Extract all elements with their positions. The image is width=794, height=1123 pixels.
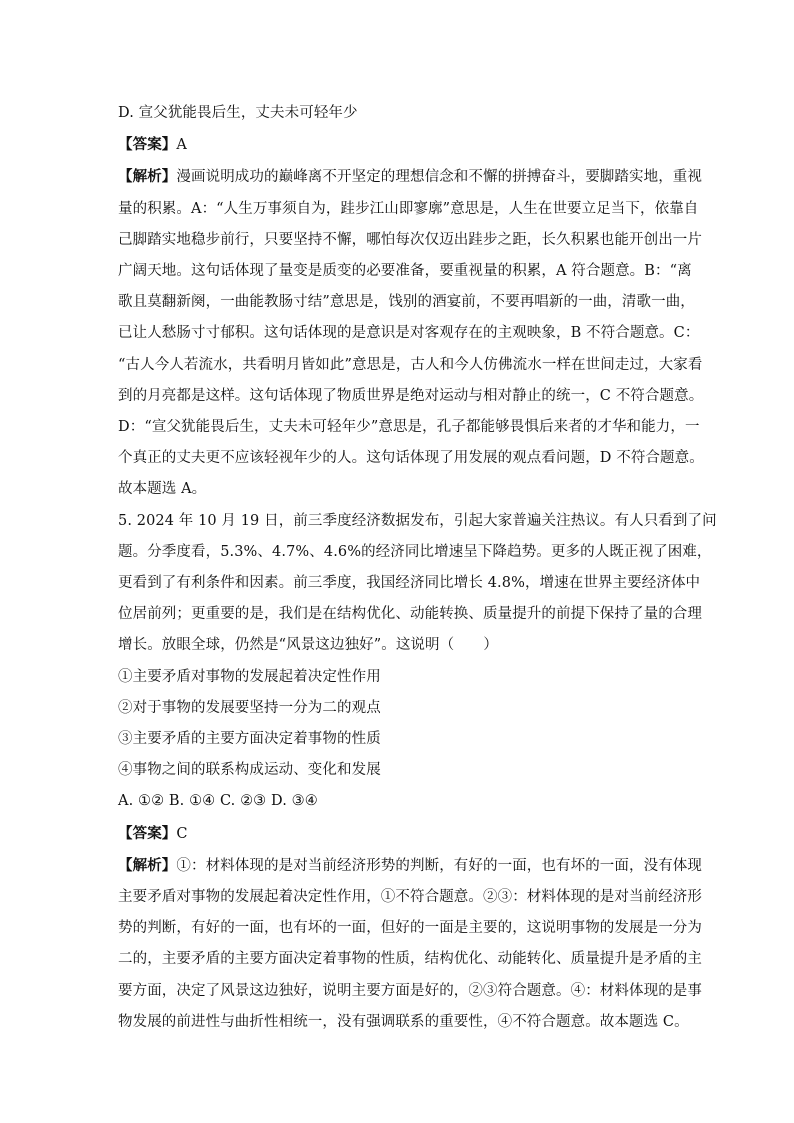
answer-label: 【答案】 (118, 136, 177, 154)
analysis-label: 【解析】 (118, 856, 177, 874)
analysis-line: 歌且莫翻新阕，一曲能教肠寸结”意思是，饯别的酒宴前，不要再唱新的一曲，清歌一曲， (118, 294, 695, 311)
analysis-line: 到的月亮都是这样。这句话体现了物质世界是绝对运动与相对静止的统一，C 不符合题意。 (118, 387, 704, 404)
document-page (118, 98, 717, 1038)
analysis-line: 故本题选 A。 (118, 481, 207, 498)
option-item: ②对于事物的发展要坚持一分为二的观点 (118, 699, 381, 716)
q5-answer (118, 818, 684, 850)
analysis-line: 个真正的丈夫更不应该轻视年少的人。这句话体现了用发展的观点看问题，D 不符合题意。 (118, 450, 704, 467)
answer-label: 【答案】 (118, 824, 177, 842)
analysis-line: D：“宣父犹能畏后生，丈夫未可轻年少”意思是，孔子都能够畏惧后来者的才华和能力，一 (118, 419, 700, 436)
question-line: 题。分季度看，5.3%、4.7%、4.6%的经济同比增速呈下降趋势。更多的人既正视了困难， (118, 543, 712, 560)
option-item: ③主要矛盾的主要方面决定着事物的性质 (118, 731, 381, 748)
analysis-line: 要方面，决定了风景这边独好，说明主要方面是好的，②③符合题意。④：材料体现的是事 (118, 982, 702, 999)
q5-choices: A. ①② B. ①④ C. ②③ D. ③④ (118, 793, 318, 810)
question-line: 位居前列；更重要的是，我们是在结构优化、动能转换、质量提升的前提下保持了量的合理 (118, 606, 702, 623)
q5-analysis (118, 850, 703, 1038)
analysis-line: 己脚踏实地稳步前行，只要坚持不懈，哪怕每次仅迈出跬步之距，长久积累也能开创出一片 (118, 231, 702, 248)
analysis-line: 二的，主要矛盾的主要方面决定着事物的性质，结构优化、动能转化、质量提升是矛盾的主 (118, 951, 702, 968)
question-line: 更看到了有利条件和因素。前三季度，我国经济同比增长 4.8%，增速在世界主要经济体中 (118, 575, 701, 592)
q4-analysis (118, 161, 704, 505)
question-line: 5. 2024 年 10 月 19 日，前三季度经济数据发布，引起大家普遍关注热议。有人只看到了问 (118, 512, 717, 529)
analysis-line (118, 161, 703, 193)
answer-value: C (176, 825, 188, 842)
analysis-line: 已让人愁肠寸寸郁积。这句话体现的是意识是对客观存在的主观映象，B 不符合题意。C： (118, 325, 700, 342)
analysis-label: 【解析】 (118, 168, 177, 186)
question-line: 增长。放眼全球，仍然是“风景这边独好”。这说明（ ） (118, 637, 499, 654)
analysis-line (118, 850, 703, 882)
analysis-line: 量的积累。A：“人生万事须自为，跬步江山即寥廓”意思是，人生在世要立足当下，依靠自 (118, 200, 699, 217)
answer-value: A (176, 137, 187, 154)
q5-stem (118, 506, 717, 662)
option-item: ④事物之间的联系构成运动、变化和发展 (118, 762, 381, 779)
analysis-line: 势的判断，有好的一面，也有坏的一面，但好的一面是主要的，这说明事物的发展是一分为 (118, 920, 702, 937)
prev-option-d: D. 宣父犹能畏后生，丈夫未可轻年少 (118, 105, 358, 121)
q5-options (118, 662, 684, 787)
analysis-line: “古人今人若流水，共看明月皆如此”意思是，古人和今人仿佛流水一样在世间走过，大家看 (118, 356, 703, 373)
analysis-line: 主要矛盾对事物的发展起着决定性作用，①不符合题意。②③：材料体现的是对当前经济形 (118, 889, 702, 906)
option-item: ①主要矛盾对事物的发展起着决定性作用 (118, 668, 381, 685)
analysis-text: 漫画说明成功的巅峰离不开坚定的理想信念和不懈的拼搏奋斗，要脚踏实地，重视 (176, 169, 703, 186)
q4-answer (118, 129, 684, 161)
analysis-line: 物发展的前进性与曲折性相统一，没有强调联系的重要性，④不符合题意。故本题选 C。 (118, 1013, 689, 1030)
analysis-line: 广阔天地。这句话体现了量变是质变的必要准备，要重视量的积累，A 符合题意。B：“离 (118, 263, 692, 280)
analysis-text: ①：材料体现的是对当前经济形势的判断，有好的一面，也有坏的一面，没有体现 (176, 857, 703, 874)
